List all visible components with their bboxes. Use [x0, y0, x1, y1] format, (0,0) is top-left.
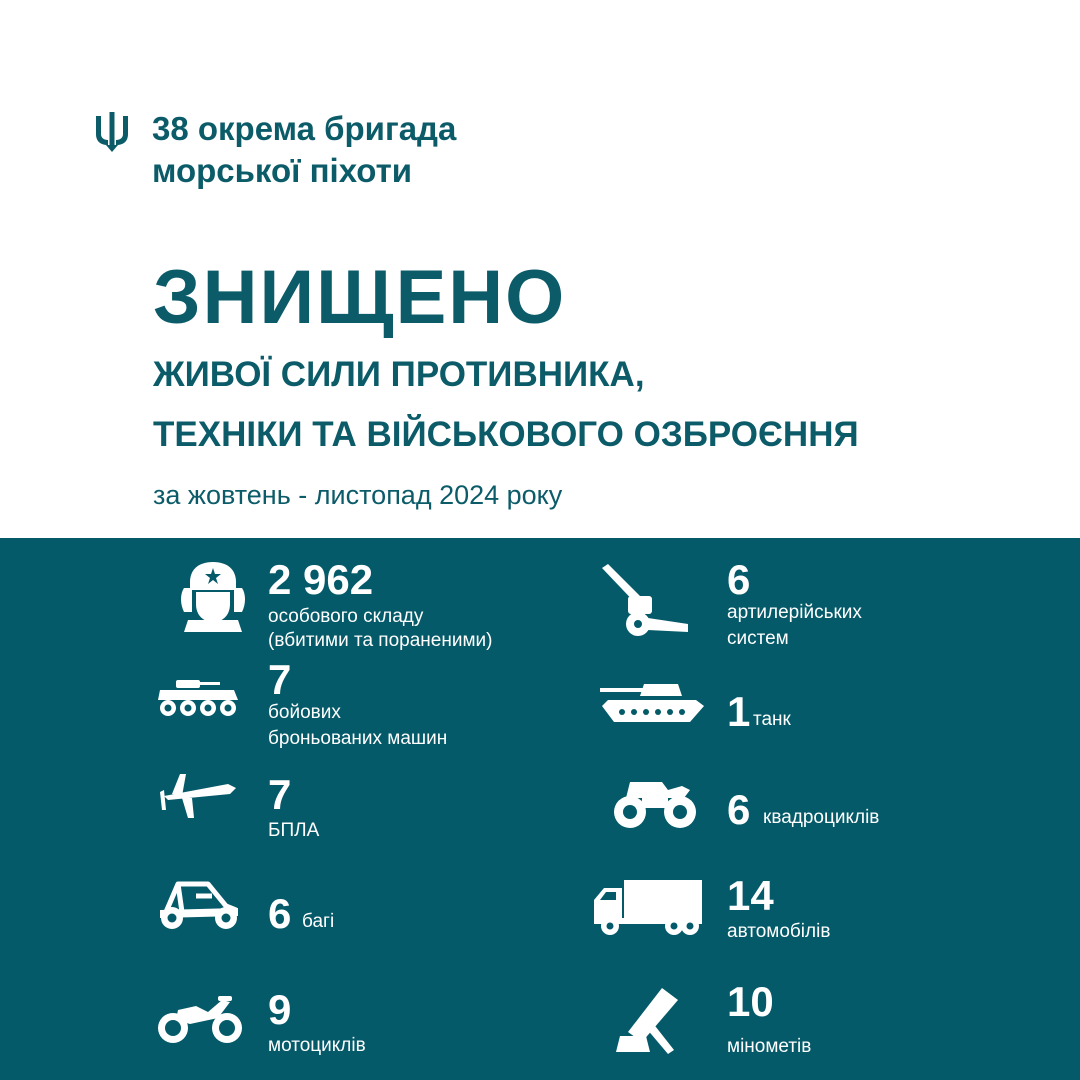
motorcycle-icon: [156, 992, 244, 1044]
armored-vehicle-icon: [156, 678, 240, 718]
subtitle-line-1: ЖИВОЇ СИЛИ ПРОТИВНИКА,: [153, 355, 645, 394]
tank-icon: [598, 682, 706, 724]
armored-vehicles-label-2: броньованих машин: [268, 728, 448, 749]
mortar-value: 10: [727, 978, 774, 1025]
drone-icon: [158, 770, 238, 820]
mortar-icon: [612, 986, 682, 1056]
personnel-label-1: особового складу: [268, 606, 424, 627]
personnel-value: 2 962: [268, 556, 374, 603]
artillery-value: 6: [727, 556, 751, 603]
atv-value: 6: [727, 786, 751, 833]
truck-value: 14: [727, 872, 774, 919]
artillery-label-1: артилерійських: [727, 602, 862, 623]
uav-label: БПЛА: [268, 820, 320, 841]
brand-line-2: морської піхоти: [152, 152, 413, 189]
buggy-value: 6: [268, 890, 292, 937]
tank-label: танк: [753, 709, 791, 730]
armored-vehicles-value: 7: [268, 656, 292, 703]
truck-label: автомобілів: [727, 921, 831, 942]
headline: ЗНИЩЕНО: [153, 255, 567, 340]
subtitle-line-2: ТЕХНІКИ ТА ВІЙСЬКОВОГО ОЗБРОЄННЯ: [153, 415, 859, 454]
uav-value: 7: [268, 771, 292, 818]
motorcycle-label: мотоциклів: [268, 1035, 366, 1056]
brand-line-1: 38 окрема бригада: [152, 110, 457, 147]
header-section: [0, 0, 1080, 538]
atv-label: квадроциклів: [763, 807, 880, 828]
artillery-icon: [598, 564, 690, 636]
trident-icon: [94, 112, 130, 152]
personnel-label-2: (вбитими та пораненими): [268, 630, 493, 651]
motorcycle-value: 9: [268, 986, 292, 1033]
tank-value: 1: [727, 688, 751, 735]
stats-panel: [0, 538, 1080, 1080]
brand-name: [152, 108, 456, 192]
brand: [94, 108, 456, 192]
buggy-icon: [156, 878, 242, 930]
truck-icon: [590, 878, 704, 936]
mortar-label: мінометів: [727, 1036, 812, 1057]
armored-vehicles-label-1: бойових: [268, 702, 341, 723]
period: за жовтень - листопад 2024 року: [153, 480, 563, 510]
artillery-label-2: систем: [727, 628, 789, 649]
soldier-icon: [178, 560, 248, 632]
buggy-label: багі: [302, 911, 335, 932]
atv-icon: [612, 776, 698, 830]
